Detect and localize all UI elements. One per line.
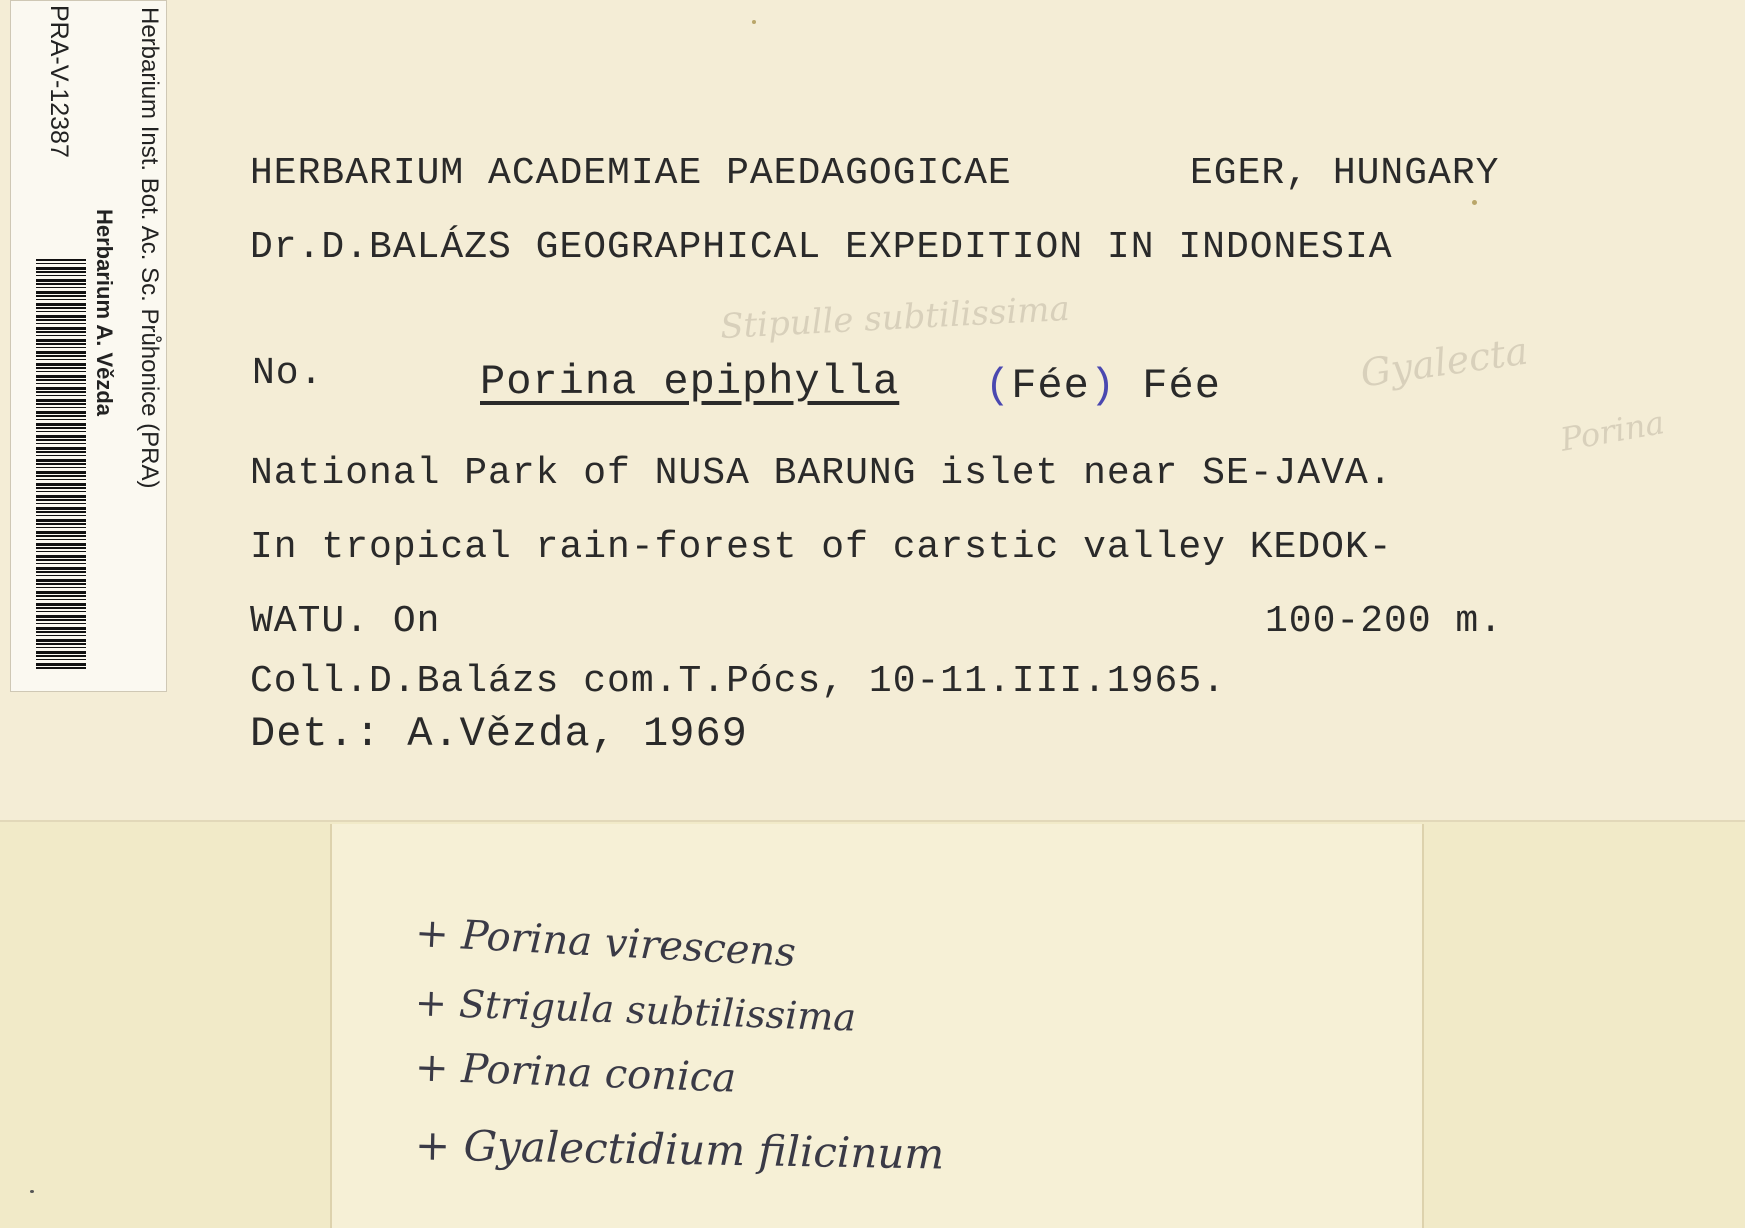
label-species: Porina epiphylla bbox=[480, 358, 900, 406]
label-number-prefix: No. bbox=[252, 352, 324, 395]
label-locality-2: In tropical rain-forest of carstic valley KEDOK- bbox=[250, 526, 1393, 569]
label-altitude: 100-200 m. bbox=[1265, 600, 1504, 643]
label-locality-1: National Park of NUSA BARUNG islet near SE-JAVA. bbox=[250, 452, 1393, 495]
handwritten-line-4: + Gyalectidium filicinum bbox=[414, 1120, 945, 1179]
paper-speck bbox=[1472, 200, 1477, 205]
sticker-collection: Herbarium A. Vězda bbox=[92, 209, 117, 417]
handwritten-line-1: + Porina virescens bbox=[414, 910, 797, 976]
barcode bbox=[36, 259, 86, 671]
label-location: EGER, HUNGARY bbox=[1190, 152, 1500, 195]
barcode-sticker bbox=[10, 0, 167, 692]
sticker-specimen-id: PRA-V-12387 bbox=[45, 5, 73, 158]
label-collector: Coll.D.Balázs com.T.Pócs, 10-11.III.1965. bbox=[250, 660, 1226, 703]
label-determiner: Det.: A.Vězda, 1969 bbox=[250, 710, 748, 758]
faint-note-3: Porina bbox=[1557, 403, 1668, 459]
authority-after: Fée bbox=[1142, 362, 1221, 410]
label-expedition: Dr.D.BALÁZS GEOGRAPHICAL EXPEDITION IN INDONESIA bbox=[250, 226, 1393, 269]
paper-speck bbox=[752, 20, 756, 24]
handwritten-line-2: + Strigula subtilissima bbox=[414, 980, 857, 1040]
authority-close: ) bbox=[1089, 362, 1117, 410]
faint-note-1: Stipulle subtilissima bbox=[719, 288, 1071, 348]
label-locality-3: WATU. On bbox=[250, 600, 441, 643]
label-authority bbox=[985, 362, 1221, 410]
label-herbarium: HERBARIUM ACADEMIAE PAEDAGOGICAE bbox=[250, 152, 1012, 195]
faint-note-2: Gyalecta bbox=[1357, 328, 1531, 396]
sticker-institution: Herbarium Inst. Bot. Ac. Sc. Průhonice (PRA) bbox=[136, 7, 163, 489]
paper-speck bbox=[30, 1190, 34, 1193]
handwritten-line-3: + Porina conica bbox=[414, 1044, 737, 1102]
authority-inner: Fée bbox=[1011, 362, 1090, 410]
authority-open: ( bbox=[985, 362, 1012, 410]
